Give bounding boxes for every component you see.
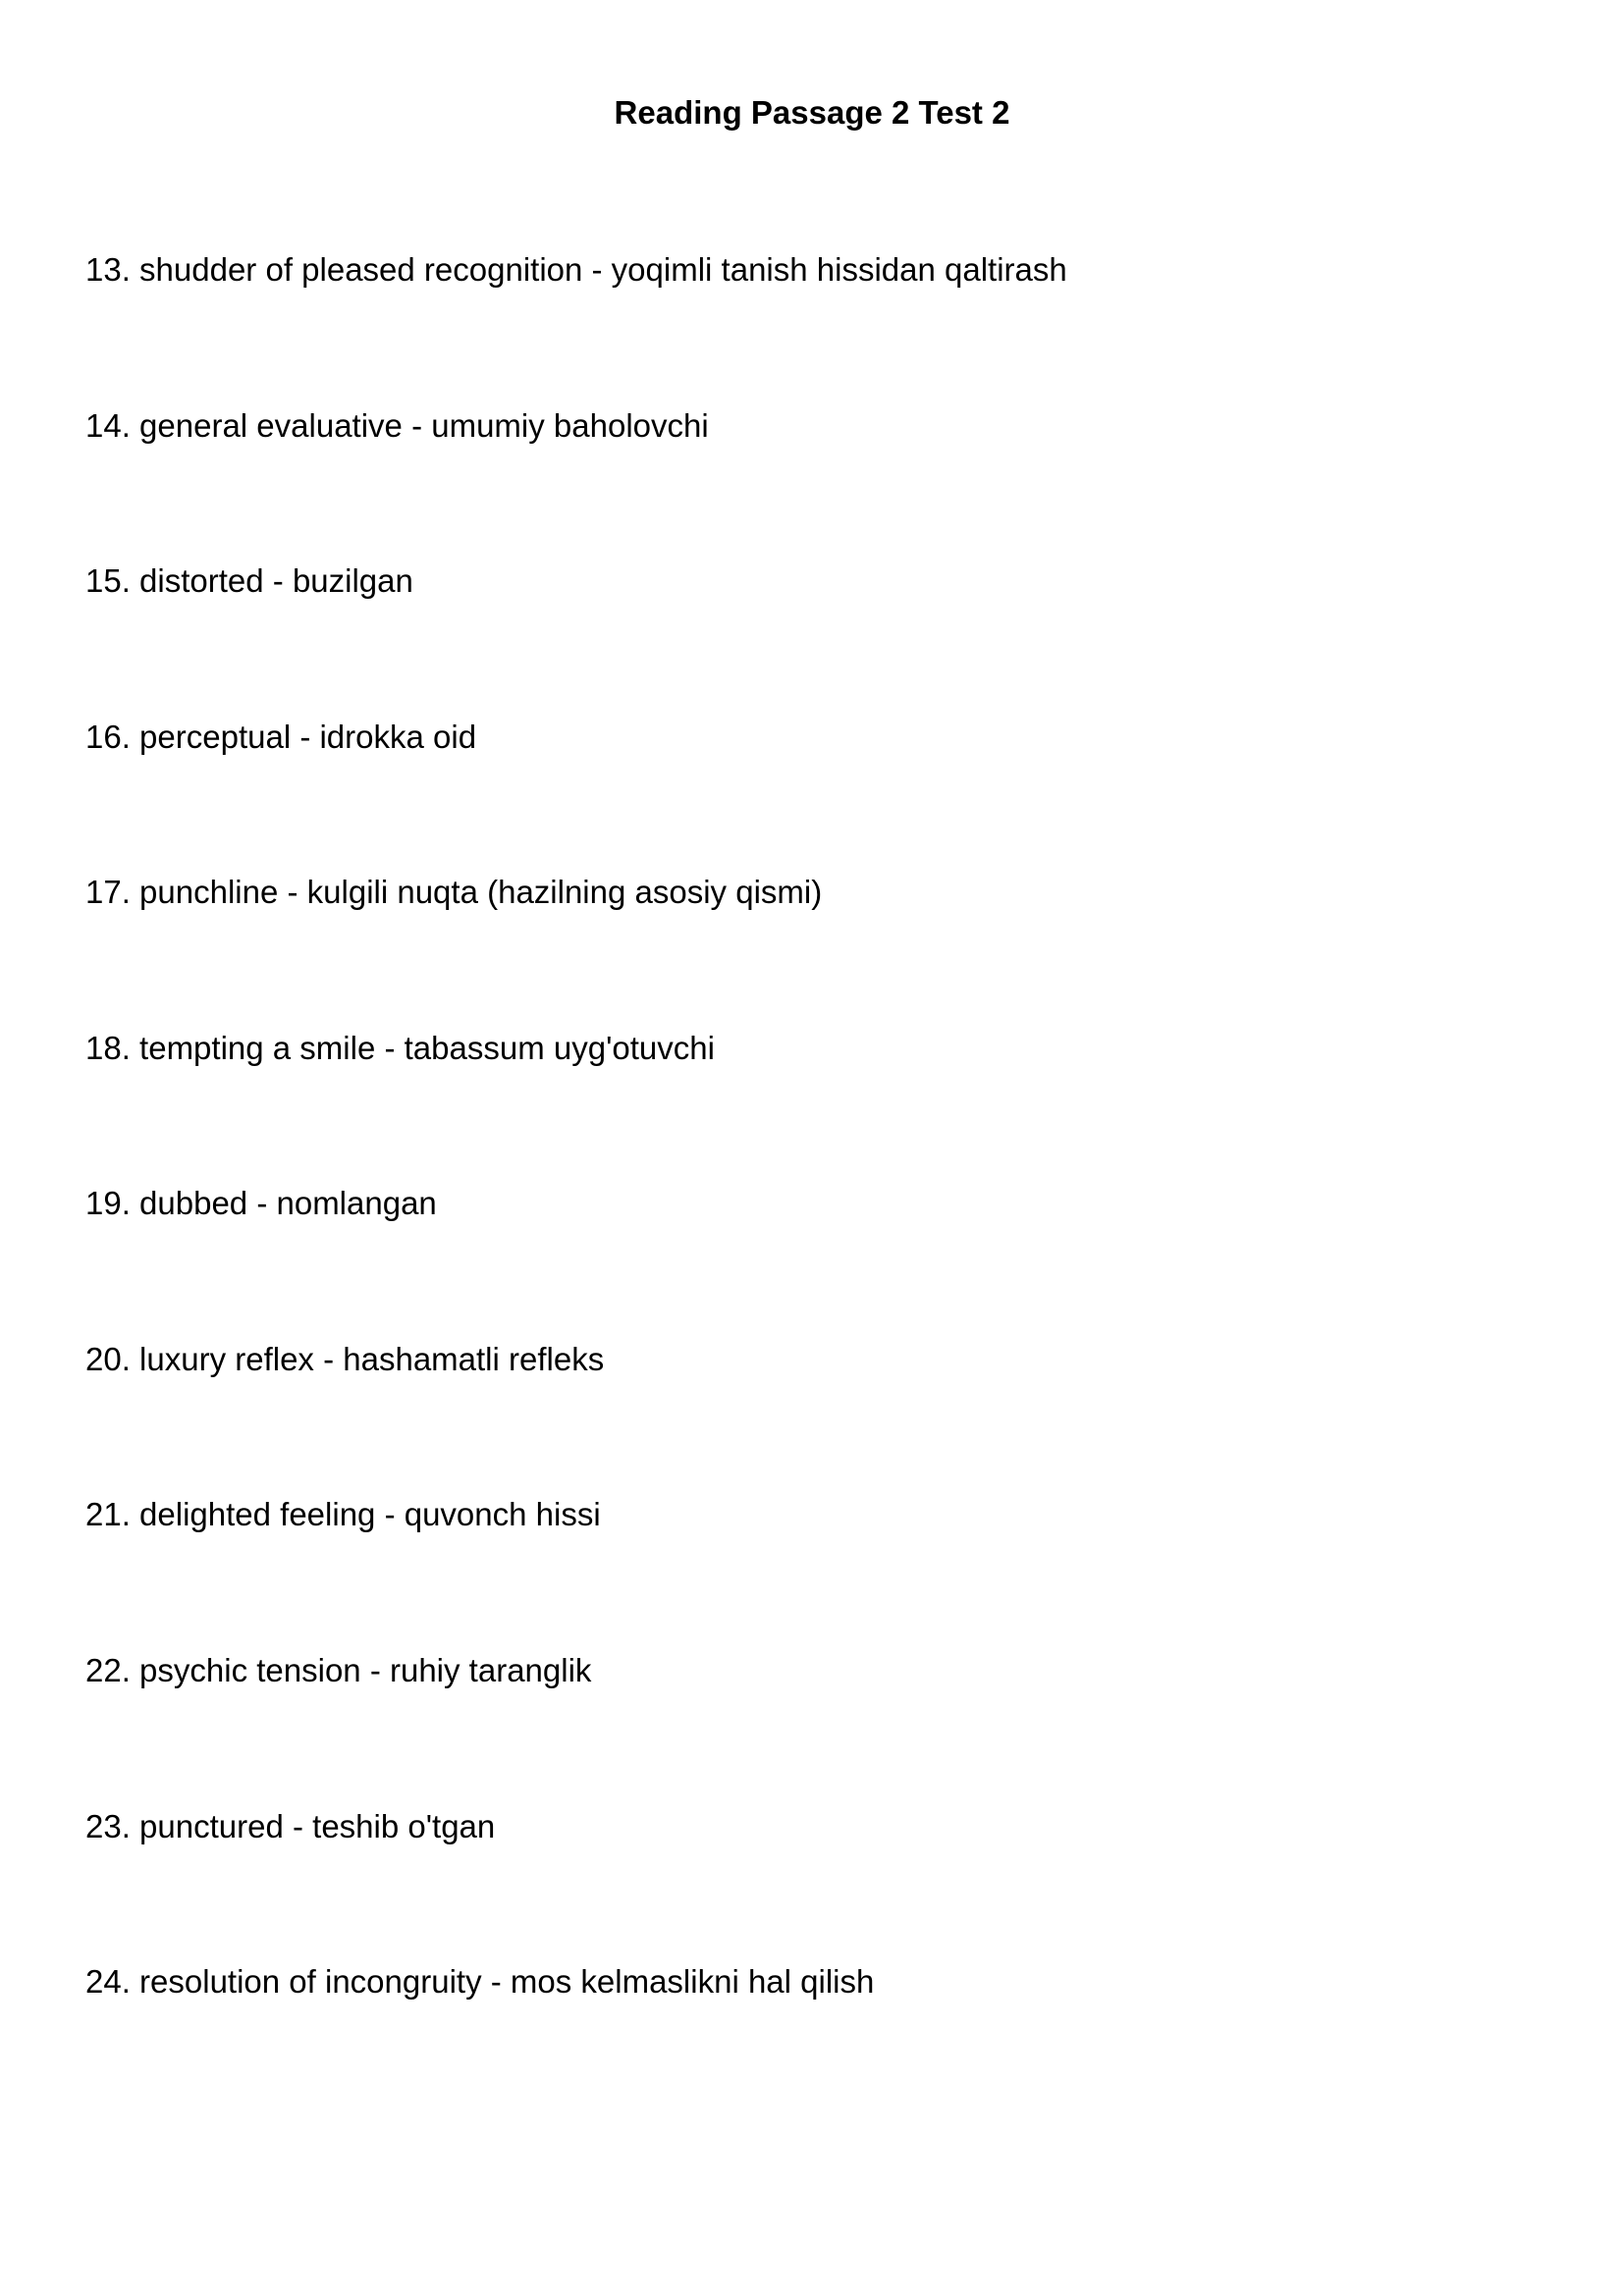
vocab-item-21: 21. delighted feeling - quvonch hissi <box>85 1496 601 1532</box>
vocab-item-24: 24. resolution of incongruity - mos kelmaslikni hal qilish <box>85 1963 875 2000</box>
vocab-item-22: 22. psychic tension - ruhiy taranglik <box>85 1652 592 1688</box>
vocab-item-20: 20. luxury reflex - hashamatli refleks <box>85 1341 605 1377</box>
page-title: Reading Passage 2 Test 2 <box>614 94 1010 131</box>
vocab-item-14: 14. general evaluative - umumiy baholovchi <box>85 407 709 444</box>
vocab-item-15: 15. distorted - buzilgan <box>85 562 413 599</box>
vocab-item-13: 13. shudder of pleased recognition - yoqimli tanish hissidan qaltirash <box>85 251 1067 288</box>
vocab-item-17: 17. punchline - kulgili nuqta (hazilning asosiy qismi) <box>85 874 823 910</box>
vocab-item-16: 16. perceptual - idrokka oid <box>85 719 477 755</box>
vocab-item-18: 18. tempting a smile - tabassum uyg'otuvchi <box>85 1030 715 1066</box>
vocab-item-19: 19. dubbed - nomlangan <box>85 1185 437 1221</box>
vocab-item-23: 23. punctured - teshib o'tgan <box>85 1808 496 1844</box>
